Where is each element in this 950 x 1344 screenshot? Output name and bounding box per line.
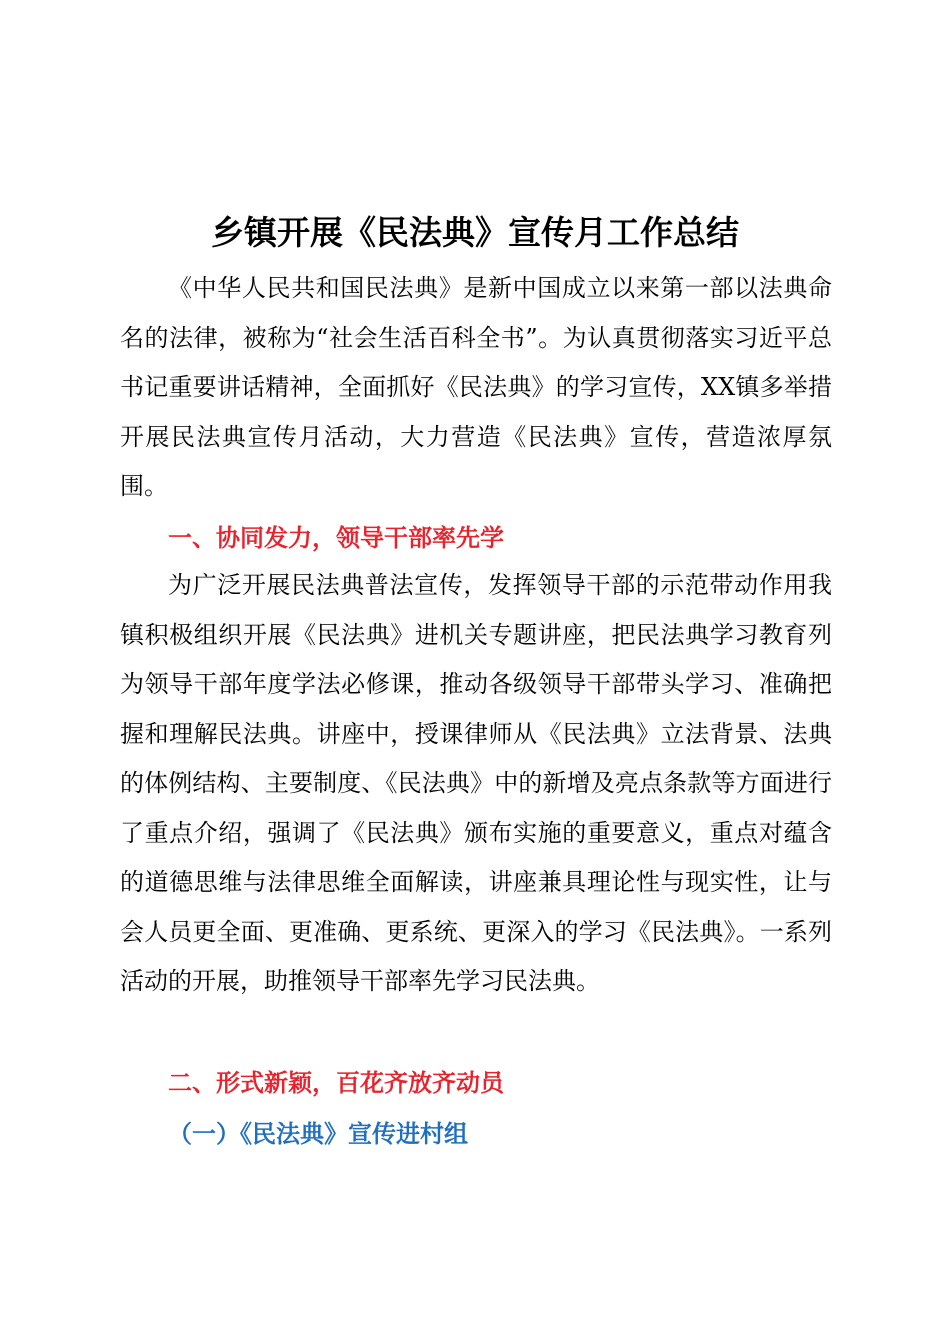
section-1-paragraph: 为广泛开展民法典普法宣传，发挥领导干部的示范带动作用我镇积极组织开展《民法典》进机关专题讲座，把民法典学习教育列为领导干部年度学法必修课，推动各级领导干部带头学习、准确把握和理解民法典。讲座中，授课律师从《民法典》立法背景、法典的体例结构、主要制度、《民法典》中的新增及亮点条款等方面进行了重点介绍，强调了《民法典》颁布实施的重要意义，重点对蕴含的道德思维与法律思维全面解读，讲座兼具理论性与现实性，让与会人员更全面、更准确、更系统、更深入的学习《民法典》。一系列活动的开展，助推领导干部率先学习民法典。 — [120, 571, 832, 995]
section-2-subheading-1: （一）《民法典》宣传进村组 — [168, 1119, 468, 1148]
intro-paragraph: 《中华人民共和国民法典》是新中国成立以来第一部以法典命名的法律，被称为“社会生活百科全书”。为认真贯彻落实习近平总书记重要讲话精神，全面抓好《民法典》的学习宣传，XX镇多举措开展民法典宣传月活动，大力营造《民法典》宣传，营造浓厚氛围。 — [120, 274, 832, 500]
document-title: 乡镇开展《民法典》宣传月工作总结 — [211, 213, 739, 253]
section-2-heading: 二、形式新颖，百花齐放齐动员 — [168, 1069, 504, 1097]
section-1-heading: 一、协同发力，领导干部率先学 — [168, 524, 504, 552]
